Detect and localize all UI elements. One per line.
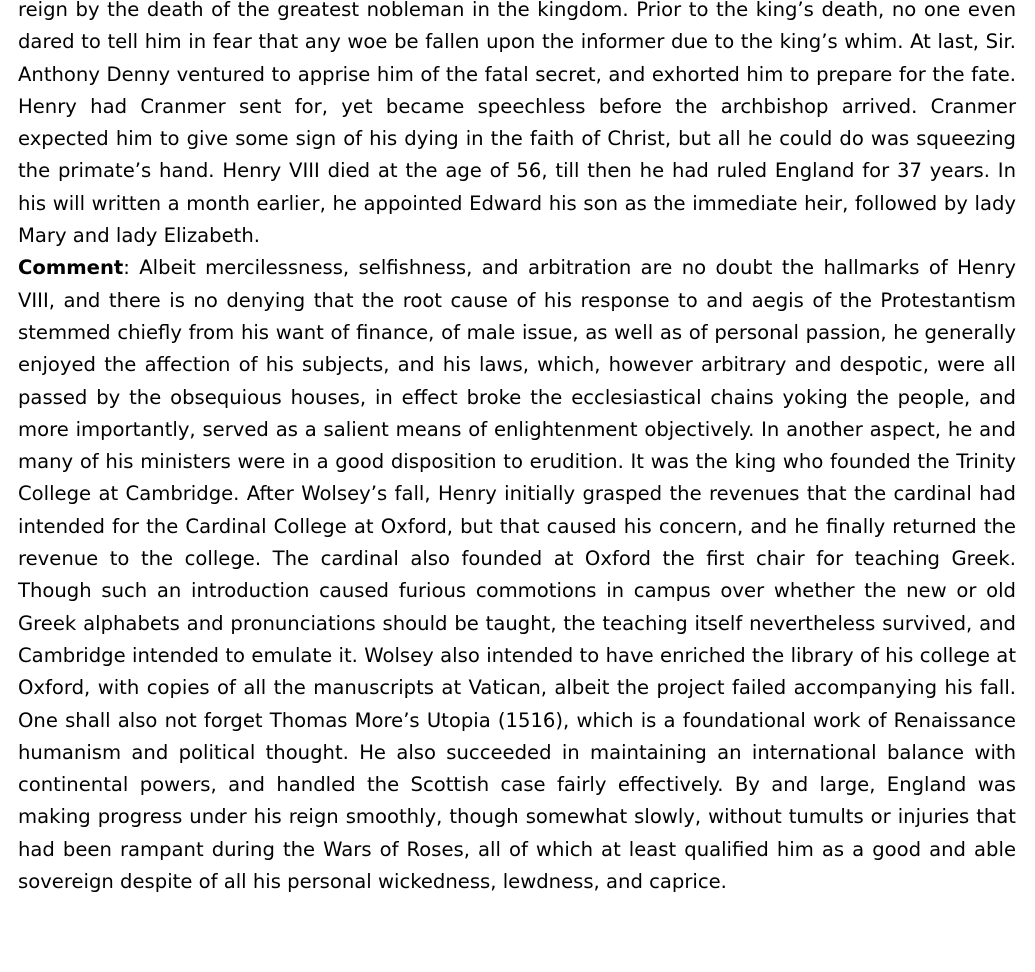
paragraph-death-of-henry: reign by the death of the greatest nobleman in the kingdom. Prior to the king’s death, no one even dared to tell him in fear that any woe be fallen upon the informer due to the king’s whim. At last, Sir. Anthony Denny ventured to apprise him of the fatal secret, and exhorted him to prepare for the fate. Henry had Cranmer sent for, yet became speechless before the archbishop arrived. Cranmer expected him to give some sign of his dying in the faith of Christ, but all he could do was squeezing the primate’s hand. Henry VIII died at the age of 56, till then he had ruled England for 37 years. In his will written a month earlier, he appointed Edward his son as the immediate heir, followed by lady Mary and lady Elizabeth. [18, 0, 1016, 248]
comment-label: Comment [18, 256, 124, 280]
paragraph-comment [18, 252, 1016, 898]
document-page [18, 0, 1016, 898]
comment-text: : Albeit mercilessness, selfishness, and arbitration are no doubt the hallmarks of Henry VIII, and there is no denying that the root cause of his response to and aegis of the Protestantism stemmed chiefly from his want of finance, of male issue, as well as of personal passion, he generally enjoyed the affection of his subjects, and his laws, which, however arbitrary and despotic, were all passed by the obsequious houses, in effect broke the ecclesiastical chains yoking the people, and more importantly, served as a salient means of enlightenment objectively. In another aspect, he and many of his ministers were in a good disposition to erudition. It was the king who founded the Trinity College at Cambridge. After Wolsey’s fall, Henry initially grasped the revenues that the cardinal had intended for the Cardinal College at Oxford, but that caused his concern, and he finally returned the revenue to the college. The cardinal also founded at Oxford the first chair for teaching Greek. Though such an introduction caused furious commotions in campus over whether the new or old Greek alphabets and pronunciations should be taught, the teaching itself nevertheless survived, and Cambridge intended to emulate it. Wolsey also intended to have enriched the library of his college at Oxford, with copies of all the manuscripts at Vatican, albeit the project failed accompanying his fall. One shall also not forget Thomas More’s Utopia (1516), which is a foundational work of Renaissance humanism and political thought. He also succeeded in maintaining an international balance with continental powers, and handled the Scottish case fairly effectively. By and large, England was making progress under his reign smoothly, though somewhat slowly, without tumults or injuries that had been rampant during the Wars of Roses, all of which at least qualified him as a good and able sovereign despite of all his personal wickedness, lewdness, and caprice. [18, 256, 1016, 894]
